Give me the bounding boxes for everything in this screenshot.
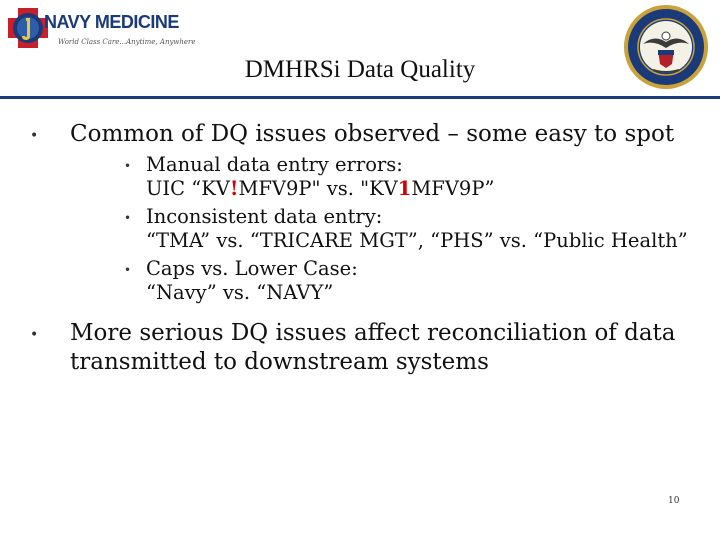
navy-medicine-logo <box>6 4 196 50</box>
bullet-dot-icon: • <box>124 159 132 173</box>
bullet-dot-icon: • <box>30 128 39 144</box>
sub-bullet-caps <box>124 257 690 305</box>
sub-bullet-example: “TMA” vs. “TRICARE MGT”, “PHS” vs. “Public Health” <box>146 229 688 252</box>
logo-title: NAVY MEDICINE <box>44 12 179 32</box>
sub-bullet-inconsistent <box>124 205 690 253</box>
slide-title: DMHRSi Data Quality <box>244 56 476 83</box>
logo-tagline: World Class Care...Anytime, Anywhere <box>58 38 196 46</box>
sub-bullet-title: Inconsistent data entry: <box>146 205 383 228</box>
bullet-list <box>30 120 690 387</box>
example-text: UIC “KV <box>146 177 230 200</box>
title-divider <box>0 96 720 99</box>
highlight-char: ! <box>229 177 239 200</box>
sub-bullet-title: Caps vs. Lower Case: <box>146 257 358 280</box>
example-text: MFV9P" vs. "KV <box>238 177 398 200</box>
bullet-text: Common of DQ issues observed – some easy to spot <box>70 121 675 147</box>
bullet-common-issues <box>30 120 690 305</box>
sub-bullet-title: Manual data entry errors: <box>146 153 403 176</box>
sub-bullet-manual <box>124 153 690 201</box>
sub-bullet-example <box>146 177 690 201</box>
bullet-serious-issues <box>30 319 690 377</box>
sub-bullet-example: “Navy” vs. “NAVY” <box>146 281 334 304</box>
page-number: 10 <box>668 496 680 506</box>
bullet-text: More serious DQ issues affect reconciliation of data transmitted to downstream systems <box>70 320 676 375</box>
bullet-dot-icon: • <box>30 327 39 343</box>
bullet-dot-icon: • <box>124 263 132 277</box>
highlight-char: 1 <box>397 177 412 200</box>
example-text: MFV9P” <box>411 177 495 200</box>
bullet-dot-icon: • <box>124 211 132 225</box>
